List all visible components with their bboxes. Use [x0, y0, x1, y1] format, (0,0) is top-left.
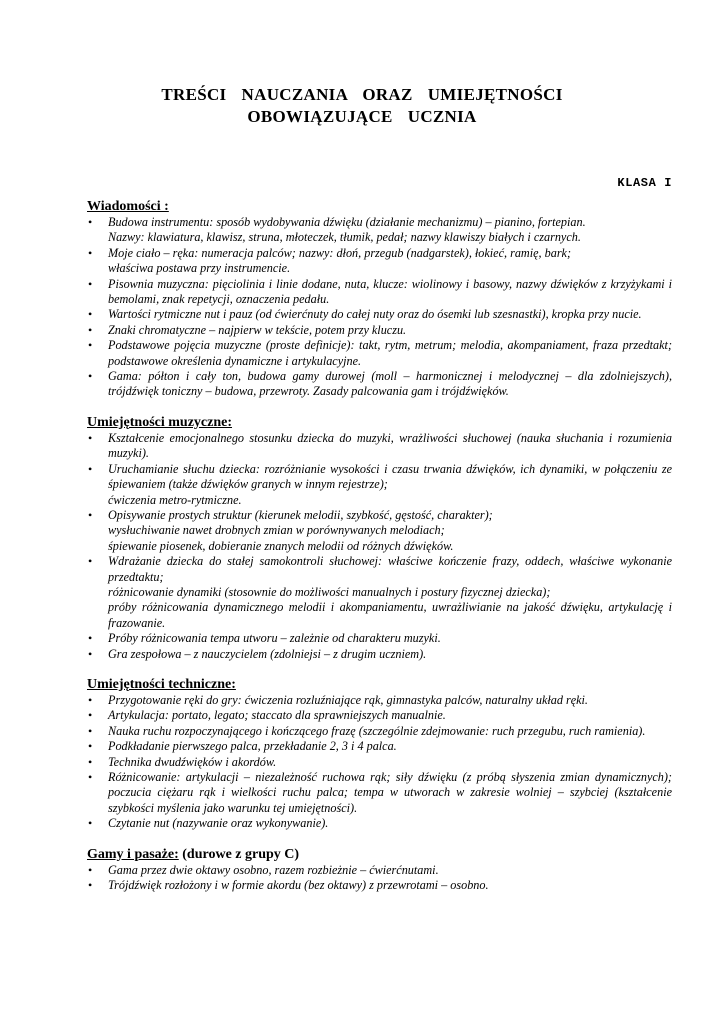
list-item-text: • Nauka ruchu rozpoczynającego i kończącego frazę (szczególnie zdejmowanie: ruch przegubu, ruch ramienia). [108, 723, 646, 738]
list-item-text: • Znaki chromatyczne – najpierw w tekście, potem przy kluczu. [108, 322, 407, 337]
list-item-text: • Trójdźwięk rozłożony i w formie akordu (bez oktawy) z przewrotami – osobno. [108, 878, 489, 893]
list-item [87, 338, 672, 369]
list-item [87, 462, 672, 508]
list-item-text: • Pisownia muzyczna: pięciolinia i linie dodane, nuta, klucze: wiolinowy i basowy, nazwy dźwięków z krzyżykami i bemolami, znak repetycji, oznaczenia pedału. [108, 276, 672, 307]
list-item [87, 755, 672, 770]
section [87, 846, 672, 894]
section-heading-text: Umiejętności techniczne: [87, 676, 236, 692]
list-item [87, 724, 672, 739]
list-item-text: Nazwy: klawiatura, klawisz, struna, młoteczek, tłumik, pedał; nazwy klawiszy białych i czarnych. [108, 230, 581, 245]
list-item-text: śpiewanie piosenek, dobieranie znanych melodii od różnych dźwięków. [108, 538, 454, 553]
document-body [87, 198, 672, 907]
list-item-text: • Gama przez dwie oktawy osobno, razem rozbieżnie – ćwierćnutami. [108, 862, 439, 877]
list-item [87, 739, 672, 754]
list-item [87, 770, 672, 816]
page-title [0, 84, 724, 128]
list-item-text: • Gama: półton i cały ton, budowa gamy durowej (moll – harmonicznej i melodycznej – dla zdolniejszych), trójdźwięk toniczny – budowa, przewroty. Zasady palcowania gam i trójdźwięków. [108, 369, 672, 399]
list-item [87, 631, 672, 646]
section-heading-suffix: (durowe z grupy C) [178, 846, 300, 862]
list-item-text: • Opisywanie prostych struktur (kierunek melodii, szybkość, gęstość, charakter); [108, 507, 493, 522]
list-item [87, 215, 672, 246]
list-item [87, 708, 672, 723]
list-item [87, 277, 672, 308]
list-item [87, 246, 672, 277]
bullet-list [87, 215, 672, 400]
bullet-list [87, 863, 672, 894]
class-label: KLASA I [617, 176, 672, 190]
list-item-text: • Artykulacja: portato, legato; staccato dla sprawniejszych manualnie. [108, 708, 446, 723]
bullet-list [87, 693, 672, 832]
list-item-text: ćwiczenia metro-rytmiczne. [108, 492, 242, 507]
list-item-text: próby różnicowania dynamicznego melodii i akompaniamentu, uwrażliwianie na jakość dźwięku, artykulację i frazowanie. [108, 600, 672, 630]
list-item [87, 431, 672, 462]
list-item-text: • Budowa instrumentu: sposób wydobywania dźwięku (działanie mechanizmu) – pianino, fortepian. [108, 215, 586, 229]
list-item-text: • Kształcenie emocjonalnego stosunku dziecka do muzyki, wrażliwości słuchowej (nauka słuchania i rozumienia muzyki). [108, 430, 672, 461]
list-item-text: • Próby różnicowania tempa utworu – zależnie od charakteru muzyki. [108, 631, 441, 646]
list-item-text: • Przygotowanie ręki do gry: ćwiczenia rozluźniające rąk, gimnastyka palców, naturalny układ ręki. [108, 692, 588, 707]
list-item [87, 816, 672, 831]
list-item-text: • Gra zespołowa – z nauczycielem (zdolniejsi – z drugim uczniem). [108, 646, 427, 661]
list-item-text: • Technika dwudźwięków i akordów. [108, 754, 277, 769]
list-item-text: wysłuchiwanie nawet drobnych zmian w porównywanych melodiach; [108, 523, 445, 538]
list-item-text: • Podstawowe pojęcia muzyczne (proste definicje): takt, rytm, metrum; melodia, akompaniament, fraza przedtakt; podstawowe określenia dynamiczne i artykulacyjne. [108, 338, 672, 368]
bullet-list [87, 431, 672, 662]
section-heading [87, 676, 672, 693]
section-heading-text: Wiadomości : [87, 199, 169, 214]
list-item-text: • Różnicowanie: artykulacji – niezależność ruchowa rąk; siły dźwięku (z próbą słyszenia zmian dynamicznych); poczucia ciężaru rąk i wielkości ruchu palca; tempa w utworach w zakresie wolniej – szybciej (kształcenie szybkości myślenia jako warunku tej umiejętności). [108, 770, 672, 815]
list-item [87, 863, 672, 878]
section-heading [87, 846, 672, 863]
list-item [87, 369, 672, 400]
section [87, 414, 672, 662]
section-heading-text: Umiejętności muzyczne: [87, 414, 233, 430]
list-item [87, 323, 672, 338]
list-item-text: różnicowanie dynamiki (stosownie do możliwości manualnych i postury fizycznej dziecka); [108, 584, 551, 599]
list-item-text: • Wartości rytmiczne nut i pauz (od ćwierćnuty do całej nuty oraz do ósemki lub szesnastki), kropka przy nucie. [108, 307, 642, 322]
list-item-text: • Moje ciało – ręka: numeracja palców; nazwy: dłoń, przegub (nadgarstek), łokieć, ramię, bark; [108, 245, 572, 260]
section-heading [87, 414, 672, 431]
list-item-text: • Podkładanie pierwszego palca, przekładanie 2, 3 i 4 palca. [108, 739, 397, 754]
list-item [87, 307, 672, 322]
list-item [87, 554, 672, 631]
list-item [87, 508, 672, 554]
list-item-text: • Uruchamianie słuchu dziecka: rozróżnianie wysokości i czasu trwania dźwięków, ich dynamiki, w połączeniu ze śpiewaniem (także dźwięków granych w innym rejestrze); [108, 461, 672, 492]
list-item [87, 878, 672, 893]
section-heading [87, 198, 672, 215]
title-line-2: OBOWIĄZUJĄCE UCZNIA [247, 107, 477, 126]
section [87, 676, 672, 832]
list-item [87, 693, 672, 708]
list-item-text: • Wdrażanie dziecka do stałej samokontroli słuchowej: właściwe kończenie frazy, oddech, właściwe wykonanie przedtaktu; [108, 554, 672, 584]
title-line-1: TREŚCI NAUCZANIA ORAZ UMIEJĘTNOŚCI [161, 85, 563, 104]
section-heading-text: Gamy i pasaże: [87, 846, 179, 862]
section [87, 198, 672, 400]
list-item [87, 647, 672, 662]
list-item-text: właściwa postawa przy instrumencie. [108, 261, 291, 276]
list-item-text: • Czytanie nut (nazywanie oraz wykonywanie). [108, 816, 329, 831]
